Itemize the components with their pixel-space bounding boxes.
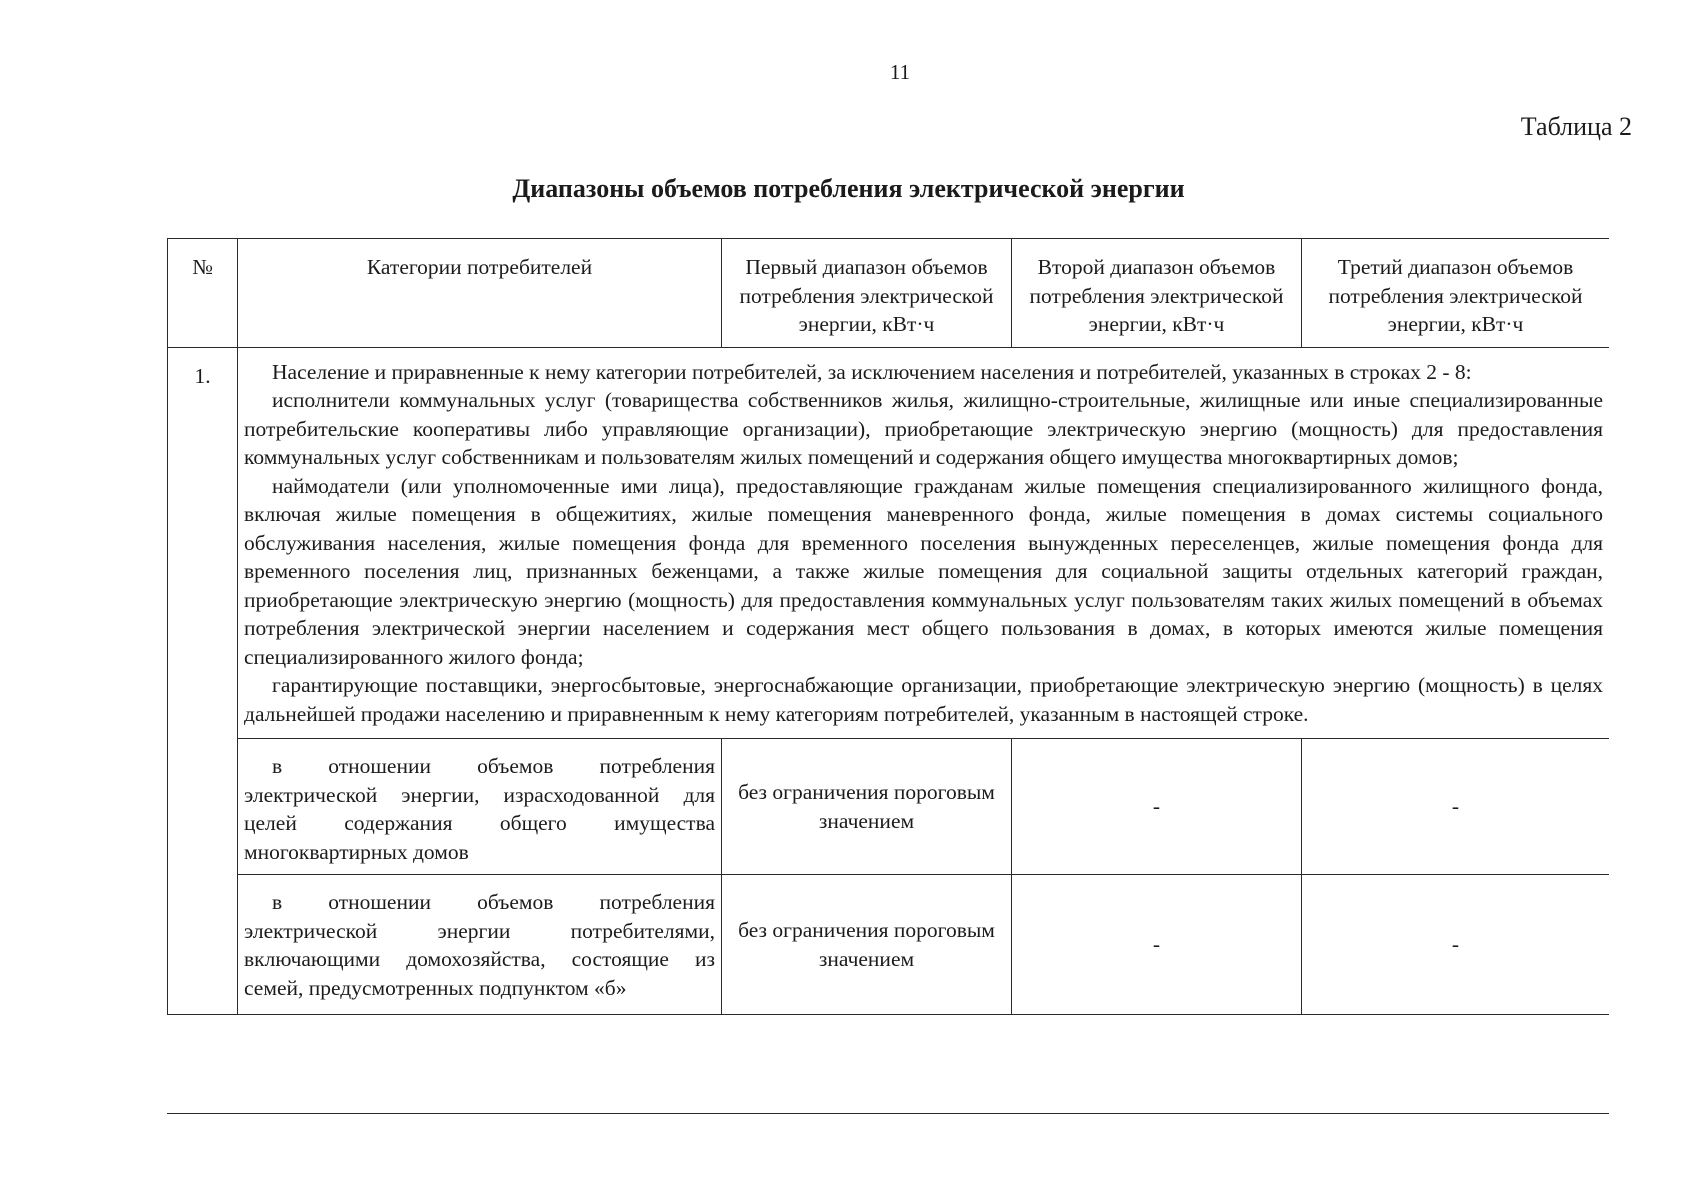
header-range-1: Первый диапазон объемов потребления электрической энергии, кВт·ч bbox=[722, 239, 1012, 348]
consumption-ranges-table bbox=[167, 238, 1609, 1015]
row-description bbox=[238, 347, 1610, 739]
header-num: № bbox=[168, 239, 238, 348]
table-header-row bbox=[168, 239, 1610, 348]
page-number: 11 bbox=[889, 60, 911, 84]
subrow-range-1: без ограничения пороговым значением bbox=[722, 739, 1012, 875]
subrow-range-2: - bbox=[1012, 875, 1302, 1015]
description-paragraph: Население и приравненные к нему категории потребителей, за исключением населения и потребителей, указанных в строках 2 - 8: bbox=[272, 359, 1472, 384]
consumption-ranges-table-container bbox=[167, 238, 1609, 1114]
subrow-description-text: в отношении объемов потребления электрической энергии потребителями, включающими домохозяйства, состоящие из семей, предусмотренных подпунктом «б» bbox=[244, 890, 715, 1000]
subrow-description-text: в отношении объемов потребления электрической энергии, израсходованной для целей содержания общего имущества многоквартирных домов bbox=[244, 754, 715, 864]
subrow-range-3: - bbox=[1302, 739, 1610, 875]
subrow-range-2: - bbox=[1012, 739, 1302, 875]
table-subrow bbox=[168, 739, 1610, 875]
description-paragraph: гарантирующие поставщики, энергосбытовые, энергоснабжающие организации, приобретающие электрическую энергию (мощность) в целях дальнейшей продажи населению и приравненным к нему категориям потребителей, указанным в настоящей строке. bbox=[244, 673, 1603, 726]
subrow-range-3: - bbox=[1302, 875, 1610, 1015]
header-range-2: Второй диапазон объемов потребления электрической энергии, кВт·ч bbox=[1012, 239, 1302, 348]
header-range-3: Третий диапазон объемов потребления электрической энергии, кВт·ч bbox=[1302, 239, 1610, 348]
description-paragraph: исполнители коммунальных услуг (товарищества собственников жилья, жилищно-строительные, жилищные или иные специализированные потребительские кооперативы либо управляющие организации), приобретающие электрическую энергию (мощность) для предоставления коммунальных услуг собственникам и пользователям жилых помещений и содержания общего имущества многоквартирных домов; bbox=[244, 388, 1603, 469]
subrow-description bbox=[238, 875, 722, 1015]
table-row bbox=[168, 347, 1610, 739]
header-category: Категории потребителей bbox=[238, 239, 722, 348]
table-label: Таблица 2 bbox=[1520, 112, 1632, 141]
description-paragraph: наймодатели (или уполномоченные ими лица), предоставляющие гражданам жилые помещения специализированного жилищного фонда, включая жилые помещения в общежитиях, жилые помещения маневренного фонда, жилые помещения в домах системы социального обслуживания населения, жилые помещения фонда для временного поселения вынужденных переселенцев, жилые помещения фонда для временного поселения лиц, признанных беженцами, а также жилые помещения для социальной защиты отдельных категорий граждан, приобретающие электрическую энергию (мощность) для предоставления коммунальных услуг пользователям таких жилых помещений в объемах потребления электрической энергии населением и содержания мест общего пользования в домах, в которых имеются жилые помещения специализированного жилого фонда; bbox=[244, 473, 1603, 669]
document-title: Диапазоны объемов потребления электрической энергии bbox=[512, 174, 1185, 203]
subrow-range-1: без ограничения пороговым значением bbox=[722, 875, 1012, 1015]
table-subrow bbox=[168, 875, 1610, 1015]
row-number: 1. bbox=[168, 347, 238, 1015]
subrow-description bbox=[238, 739, 722, 875]
